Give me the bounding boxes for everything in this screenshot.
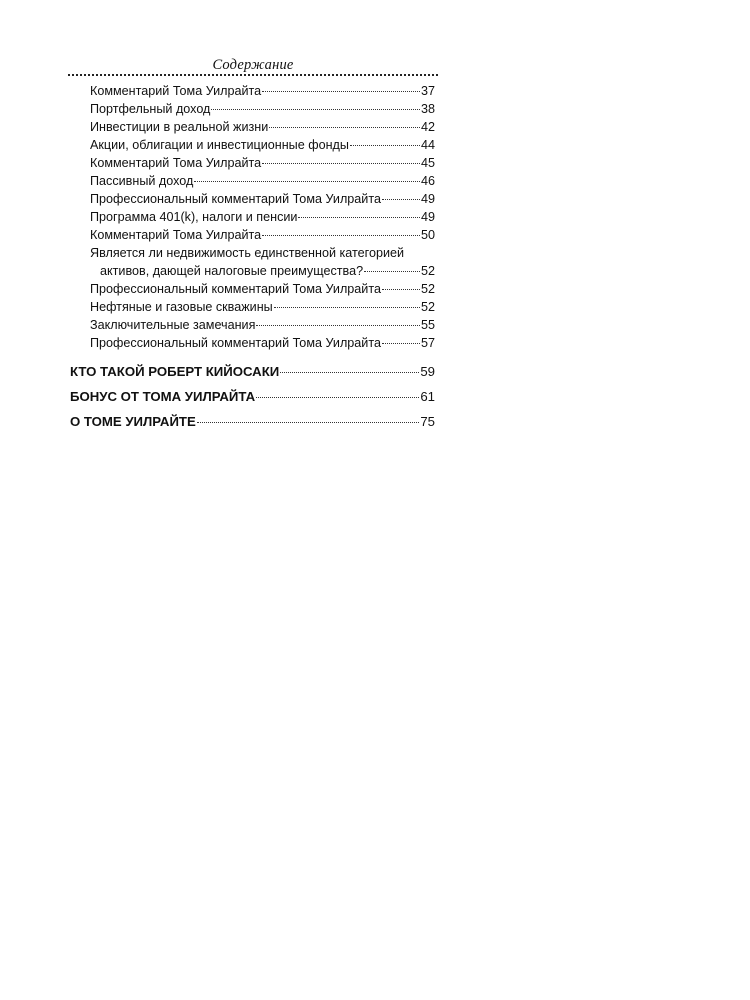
toc-entry-page: 46	[420, 174, 435, 188]
dot-leader	[211, 109, 420, 110]
toc-chapter-title: О ТОМЕ УИЛРАЙТЕ	[70, 414, 196, 429]
dot-leader	[262, 91, 420, 92]
toc-entry-title: Профессиональный комментарий Тома Уилрайта	[90, 336, 381, 350]
toc-entry-title: Комментарий Тома Уилрайта	[90, 84, 262, 98]
header-dotted-rule	[68, 74, 438, 76]
dot-leader	[298, 217, 420, 218]
toc-chapter-page: 75	[420, 414, 435, 429]
toc-entry	[90, 102, 435, 117]
toc-entry-title: Комментарий Тома Уилрайта	[90, 228, 262, 242]
toc-chapter-title: КТО ТАКОЙ РОБЕРТ КИЙОСАКИ	[70, 364, 280, 379]
toc-entry-title: Программа 401(k), налоги и пенсии	[90, 210, 298, 224]
toc-entry-line2	[90, 264, 435, 279]
dot-leader	[269, 127, 420, 128]
dot-leader	[280, 372, 419, 373]
toc-entry-page: 52	[420, 282, 435, 296]
toc-entry-title: Профессиональный комментарий Тома Уилрайта	[90, 192, 381, 206]
toc-entry	[90, 192, 435, 207]
toc-entry	[90, 300, 435, 315]
toc-entry-page: 42	[420, 120, 435, 134]
toc-entry-title: Комментарий Тома Уилрайта	[90, 156, 262, 170]
dot-leader	[256, 325, 420, 326]
toc-entry-page: 55	[420, 318, 435, 332]
toc-entry	[90, 120, 435, 135]
dot-leader	[194, 181, 420, 182]
toc-entry-title-line1: Является ли недвижимость единственной категорией	[90, 246, 405, 260]
toc-entry-page: 50	[420, 228, 435, 242]
toc-entry	[90, 156, 435, 171]
toc-entry-page: 52	[420, 300, 435, 314]
toc-chapter-title: БОНУС ОТ ТОМА УИЛРАЙТА	[70, 389, 256, 404]
toc-entry-title: Заключительные замечания	[90, 318, 256, 332]
toc-chapter-page: 61	[420, 389, 435, 404]
toc-entry	[90, 210, 435, 225]
toc-entry	[90, 282, 435, 297]
toc-chapter-entry	[70, 364, 435, 379]
toc-entry-multiline	[90, 246, 435, 279]
toc-entry-page: 45	[420, 156, 435, 170]
dot-leader	[262, 163, 420, 164]
dot-leader	[197, 422, 420, 423]
toc-entry-page: 37	[420, 84, 435, 98]
toc-chapter-entry	[70, 414, 435, 429]
toc-entry-title: Акции, облигации и инвестиционные фонды	[90, 138, 349, 152]
toc-chapter-page: 59	[420, 364, 435, 379]
dot-leader	[382, 289, 420, 290]
toc-entry	[90, 84, 435, 99]
toc-entry-title: Портфельный доход	[90, 102, 211, 116]
dot-leader	[382, 343, 420, 344]
dot-leader	[350, 145, 420, 146]
toc-entry	[90, 138, 435, 153]
dot-leader	[262, 235, 420, 236]
toc-entry	[90, 336, 435, 351]
toc-entry-title: Пассивный доход	[90, 174, 194, 188]
toc-entry-page: 49	[420, 192, 435, 206]
toc-entry	[90, 228, 435, 243]
running-head: Содержание	[212, 57, 294, 73]
toc-entry-title: Инвестиции в реальной жизни	[90, 120, 269, 134]
dot-leader	[382, 199, 420, 200]
toc-entry-page: 52	[420, 264, 435, 278]
toc-entry-title: Профессиональный комментарий Тома Уилрайта	[90, 282, 381, 296]
dot-leader	[256, 397, 419, 398]
toc-chapter-entry	[70, 389, 435, 404]
toc-entry-page: 57	[420, 336, 435, 350]
toc-entry-page: 38	[420, 102, 435, 116]
dot-leader	[274, 307, 420, 308]
toc-entry-title-line2: активов, дающей налоговые преимущества?	[100, 264, 364, 278]
toc-entry	[90, 174, 435, 189]
toc-entry-page: 44	[420, 138, 435, 152]
toc-entry-page: 49	[420, 210, 435, 224]
toc-entry-title: Нефтяные и газовые скважины	[90, 300, 273, 314]
dot-leader	[364, 271, 420, 272]
toc-entry	[90, 318, 435, 333]
